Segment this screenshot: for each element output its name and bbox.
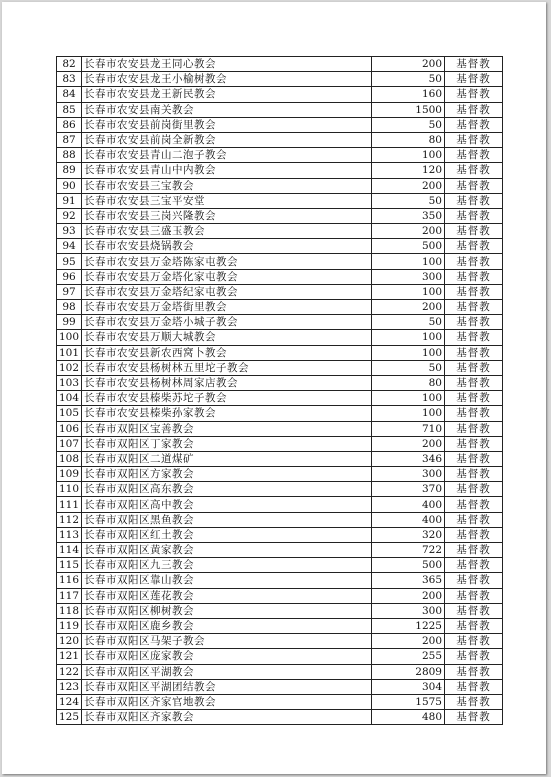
member-count-cell: 100 <box>372 391 445 406</box>
church-name-cell: 长春市农安县万金塔小城子教会 <box>82 315 372 330</box>
religion-cell: 基督教 <box>445 588 503 603</box>
row-number-cell: 110 <box>57 482 82 497</box>
church-name-cell: 长春市农安县杨树林五里坨子教会 <box>82 360 372 375</box>
table-row <box>57 193 503 208</box>
religion-cell: 基督教 <box>445 421 503 436</box>
table-row <box>57 406 503 421</box>
row-number-cell: 85 <box>57 102 82 117</box>
table-row <box>57 497 503 512</box>
religion-cell: 基督教 <box>445 710 503 725</box>
member-count-cell: 100 <box>372 406 445 421</box>
religion-cell: 基督教 <box>445 132 503 147</box>
row-number-cell: 83 <box>57 72 82 87</box>
religion-cell: 基督教 <box>445 391 503 406</box>
church-name-cell: 长春市双阳区高东教会 <box>82 482 372 497</box>
table-row <box>57 421 503 436</box>
member-count-cell: 50 <box>372 360 445 375</box>
church-name-cell: 长春市农安县三宝平安堂 <box>82 193 372 208</box>
religion-cell: 基督教 <box>445 603 503 618</box>
religion-cell: 基督教 <box>445 284 503 299</box>
member-count-cell: 200 <box>372 436 445 451</box>
church-name-cell: 长春市农安县万金塔化家屯教会 <box>82 269 372 284</box>
member-count-cell: 304 <box>372 679 445 694</box>
table-row <box>57 603 503 618</box>
religion-cell: 基督教 <box>445 634 503 649</box>
row-number-cell: 102 <box>57 360 82 375</box>
church-name-cell: 长春市双阳区鹿乡教会 <box>82 618 372 633</box>
religion-cell: 基督教 <box>445 618 503 633</box>
member-count-cell: 50 <box>372 72 445 87</box>
member-count-cell: 200 <box>372 224 445 239</box>
table-row <box>57 102 503 117</box>
religion-cell: 基督教 <box>445 451 503 466</box>
row-number-cell: 94 <box>57 239 82 254</box>
church-name-cell: 长春市农安县杨树林周家店教会 <box>82 375 372 390</box>
religion-cell: 基督教 <box>445 193 503 208</box>
member-count-cell: 500 <box>372 558 445 573</box>
member-count-cell: 1225 <box>372 618 445 633</box>
table-row <box>57 163 503 178</box>
religion-cell: 基督教 <box>445 178 503 193</box>
table-row <box>57 208 503 223</box>
church-name-cell: 长春市农安县万金塔街里教会 <box>82 300 372 315</box>
row-number-cell: 123 <box>57 679 82 694</box>
member-count-cell: 300 <box>372 467 445 482</box>
religion-cell: 基督教 <box>445 482 503 497</box>
member-count-cell: 370 <box>372 482 445 497</box>
row-number-cell: 119 <box>57 618 82 633</box>
member-count-cell: 400 <box>372 497 445 512</box>
church-name-cell: 长春市农安县万金塔纪家屯教会 <box>82 284 372 299</box>
religion-cell: 基督教 <box>445 694 503 709</box>
member-count-cell: 400 <box>372 512 445 527</box>
church-name-cell: 长春市农安县新农西窝卜教会 <box>82 345 372 360</box>
row-number-cell: 88 <box>57 148 82 163</box>
church-name-cell: 长春市农安县榛柴苏坨子教会 <box>82 391 372 406</box>
member-count-cell: 80 <box>372 375 445 390</box>
member-count-cell: 100 <box>372 148 445 163</box>
row-number-cell: 115 <box>57 558 82 573</box>
row-number-cell: 109 <box>57 467 82 482</box>
row-number-cell: 87 <box>57 132 82 147</box>
church-name-cell: 长春市农安县三宝教会 <box>82 178 372 193</box>
church-name-cell: 长春市双阳区红土教会 <box>82 527 372 542</box>
member-count-cell: 480 <box>372 710 445 725</box>
table-row <box>57 57 503 72</box>
table-row <box>57 634 503 649</box>
table-row <box>57 679 503 694</box>
table-row <box>57 588 503 603</box>
church-name-cell: 长春市双阳区黄家教会 <box>82 543 372 558</box>
row-number-cell: 118 <box>57 603 82 618</box>
row-number-cell: 91 <box>57 193 82 208</box>
church-name-cell: 长春市农安县三盛玉教会 <box>82 224 372 239</box>
religion-cell: 基督教 <box>445 330 503 345</box>
member-count-cell: 50 <box>372 193 445 208</box>
table-row <box>57 330 503 345</box>
church-name-cell: 长春市双阳区莲花教会 <box>82 588 372 603</box>
row-number-cell: 116 <box>57 573 82 588</box>
row-number-cell: 89 <box>57 163 82 178</box>
table-row <box>57 649 503 664</box>
table-row <box>57 527 503 542</box>
church-list-table <box>56 56 503 725</box>
row-number-cell: 125 <box>57 710 82 725</box>
church-name-cell: 长春市双阳区二道煤矿 <box>82 451 372 466</box>
member-count-cell: 2809 <box>372 664 445 679</box>
church-name-cell: 长春市农安县龙王新民教会 <box>82 87 372 102</box>
document-page <box>2 2 546 774</box>
church-name-cell: 长春市双阳区马架子教会 <box>82 634 372 649</box>
row-number-cell: 86 <box>57 117 82 132</box>
table-row <box>57 239 503 254</box>
member-count-cell: 300 <box>372 269 445 284</box>
church-name-cell: 长春市农安县榛柴孙家教会 <box>82 406 372 421</box>
table-row <box>57 573 503 588</box>
religion-cell: 基督教 <box>445 117 503 132</box>
table-row <box>57 558 503 573</box>
church-name-cell: 长春市双阳区平湖教会 <box>82 664 372 679</box>
table-row <box>57 345 503 360</box>
row-number-cell: 114 <box>57 543 82 558</box>
row-number-cell: 92 <box>57 208 82 223</box>
table-row <box>57 664 503 679</box>
religion-cell: 基督教 <box>445 406 503 421</box>
church-name-cell: 长春市双阳区靠山教会 <box>82 573 372 588</box>
member-count-cell: 50 <box>372 315 445 330</box>
church-name-cell: 长春市双阳区庞家教会 <box>82 649 372 664</box>
row-number-cell: 121 <box>57 649 82 664</box>
religion-cell: 基督教 <box>445 269 503 284</box>
table-row <box>57 72 503 87</box>
religion-cell: 基督教 <box>445 679 503 694</box>
table-row <box>57 618 503 633</box>
row-number-cell: 97 <box>57 284 82 299</box>
member-count-cell: 200 <box>372 634 445 649</box>
member-count-cell: 120 <box>372 163 445 178</box>
row-number-cell: 113 <box>57 527 82 542</box>
religion-cell: 基督教 <box>445 300 503 315</box>
row-number-cell: 108 <box>57 451 82 466</box>
table-row <box>57 132 503 147</box>
church-name-cell: 长春市农安县烧锅教会 <box>82 239 372 254</box>
church-name-cell: 长春市双阳区柳树教会 <box>82 603 372 618</box>
religion-cell: 基督教 <box>445 102 503 117</box>
church-name-cell: 长春市双阳区齐家教会 <box>82 710 372 725</box>
religion-cell: 基督教 <box>445 208 503 223</box>
church-name-cell: 长春市农安县龙王同心教会 <box>82 57 372 72</box>
table-row <box>57 315 503 330</box>
row-number-cell: 95 <box>57 254 82 269</box>
member-count-cell: 300 <box>372 603 445 618</box>
church-name-cell: 长春市双阳区平湖团结教会 <box>82 679 372 694</box>
member-count-cell: 80 <box>372 132 445 147</box>
table-row <box>57 360 503 375</box>
member-count-cell: 100 <box>372 330 445 345</box>
religion-cell: 基督教 <box>445 497 503 512</box>
member-count-cell: 365 <box>372 573 445 588</box>
church-name-cell: 长春市农安县前岗街里教会 <box>82 117 372 132</box>
row-number-cell: 111 <box>57 497 82 512</box>
table-row <box>57 467 503 482</box>
member-count-cell: 346 <box>372 451 445 466</box>
member-count-cell: 710 <box>372 421 445 436</box>
member-count-cell: 1575 <box>372 694 445 709</box>
row-number-cell: 90 <box>57 178 82 193</box>
church-name-cell: 长春市农安县万金塔陈家屯教会 <box>82 254 372 269</box>
church-name-cell: 长春市农安县南关教会 <box>82 102 372 117</box>
row-number-cell: 101 <box>57 345 82 360</box>
row-number-cell: 103 <box>57 375 82 390</box>
church-name-cell: 长春市双阳区宝善教会 <box>82 421 372 436</box>
church-name-cell: 长春市农安县前岗全新教会 <box>82 132 372 147</box>
row-number-cell: 124 <box>57 694 82 709</box>
member-count-cell: 160 <box>372 87 445 102</box>
row-number-cell: 106 <box>57 421 82 436</box>
table-row <box>57 148 503 163</box>
row-number-cell: 100 <box>57 330 82 345</box>
religion-cell: 基督教 <box>445 163 503 178</box>
religion-cell: 基督教 <box>445 558 503 573</box>
religion-cell: 基督教 <box>445 315 503 330</box>
table-body <box>57 57 503 725</box>
table-row <box>57 694 503 709</box>
row-number-cell: 122 <box>57 664 82 679</box>
member-count-cell: 100 <box>372 345 445 360</box>
religion-cell: 基督教 <box>445 375 503 390</box>
row-number-cell: 105 <box>57 406 82 421</box>
table-row <box>57 300 503 315</box>
religion-cell: 基督教 <box>445 254 503 269</box>
religion-cell: 基督教 <box>445 573 503 588</box>
table-row <box>57 512 503 527</box>
member-count-cell: 100 <box>372 284 445 299</box>
member-count-cell: 255 <box>372 649 445 664</box>
table-row <box>57 543 503 558</box>
church-name-cell: 长春市双阳区九三教会 <box>82 558 372 573</box>
member-count-cell: 200 <box>372 57 445 72</box>
religion-cell: 基督教 <box>445 360 503 375</box>
church-name-cell: 长春市双阳区黑鱼教会 <box>82 512 372 527</box>
member-count-cell: 200 <box>372 178 445 193</box>
member-count-cell: 722 <box>372 543 445 558</box>
religion-cell: 基督教 <box>445 664 503 679</box>
religion-cell: 基督教 <box>445 436 503 451</box>
table-row <box>57 254 503 269</box>
row-number-cell: 99 <box>57 315 82 330</box>
religion-cell: 基督教 <box>445 148 503 163</box>
table-row <box>57 375 503 390</box>
row-number-cell: 120 <box>57 634 82 649</box>
row-number-cell: 112 <box>57 512 82 527</box>
religion-cell: 基督教 <box>445 345 503 360</box>
member-count-cell: 350 <box>372 208 445 223</box>
member-count-cell: 320 <box>372 527 445 542</box>
table-row <box>57 391 503 406</box>
row-number-cell: 117 <box>57 588 82 603</box>
church-name-cell: 长春市双阳区齐家官地教会 <box>82 694 372 709</box>
table-row <box>57 710 503 725</box>
table-row <box>57 87 503 102</box>
religion-cell: 基督教 <box>445 224 503 239</box>
religion-cell: 基督教 <box>445 543 503 558</box>
church-name-cell: 长春市双阳区丁家教会 <box>82 436 372 451</box>
religion-cell: 基督教 <box>445 649 503 664</box>
member-count-cell: 200 <box>372 300 445 315</box>
table-row <box>57 269 503 284</box>
church-name-cell: 长春市双阳区方家教会 <box>82 467 372 482</box>
religion-cell: 基督教 <box>445 57 503 72</box>
row-number-cell: 93 <box>57 224 82 239</box>
member-count-cell: 200 <box>372 588 445 603</box>
row-number-cell: 84 <box>57 87 82 102</box>
religion-cell: 基督教 <box>445 512 503 527</box>
member-count-cell: 1500 <box>372 102 445 117</box>
table-row <box>57 451 503 466</box>
table-row <box>57 178 503 193</box>
row-number-cell: 104 <box>57 391 82 406</box>
church-name-cell: 长春市农安县三岗兴隆教会 <box>82 208 372 223</box>
church-name-cell: 长春市农安县龙王小榆树教会 <box>82 72 372 87</box>
table-row <box>57 436 503 451</box>
religion-cell: 基督教 <box>445 87 503 102</box>
member-count-cell: 500 <box>372 239 445 254</box>
member-count-cell: 100 <box>372 254 445 269</box>
church-name-cell: 长春市农安县万顺大城教会 <box>82 330 372 345</box>
religion-cell: 基督教 <box>445 527 503 542</box>
member-count-cell: 50 <box>372 117 445 132</box>
table-row <box>57 224 503 239</box>
church-name-cell: 长春市农安县青山二泡子教会 <box>82 148 372 163</box>
row-number-cell: 82 <box>57 57 82 72</box>
religion-cell: 基督教 <box>445 239 503 254</box>
row-number-cell: 98 <box>57 300 82 315</box>
religion-cell: 基督教 <box>445 467 503 482</box>
religion-cell: 基督教 <box>445 72 503 87</box>
table-row <box>57 117 503 132</box>
church-name-cell: 长春市双阳区高中教会 <box>82 497 372 512</box>
church-name-cell: 长春市农安县青山中内教会 <box>82 163 372 178</box>
row-number-cell: 107 <box>57 436 82 451</box>
table-row <box>57 482 503 497</box>
row-number-cell: 96 <box>57 269 82 284</box>
table-row <box>57 284 503 299</box>
